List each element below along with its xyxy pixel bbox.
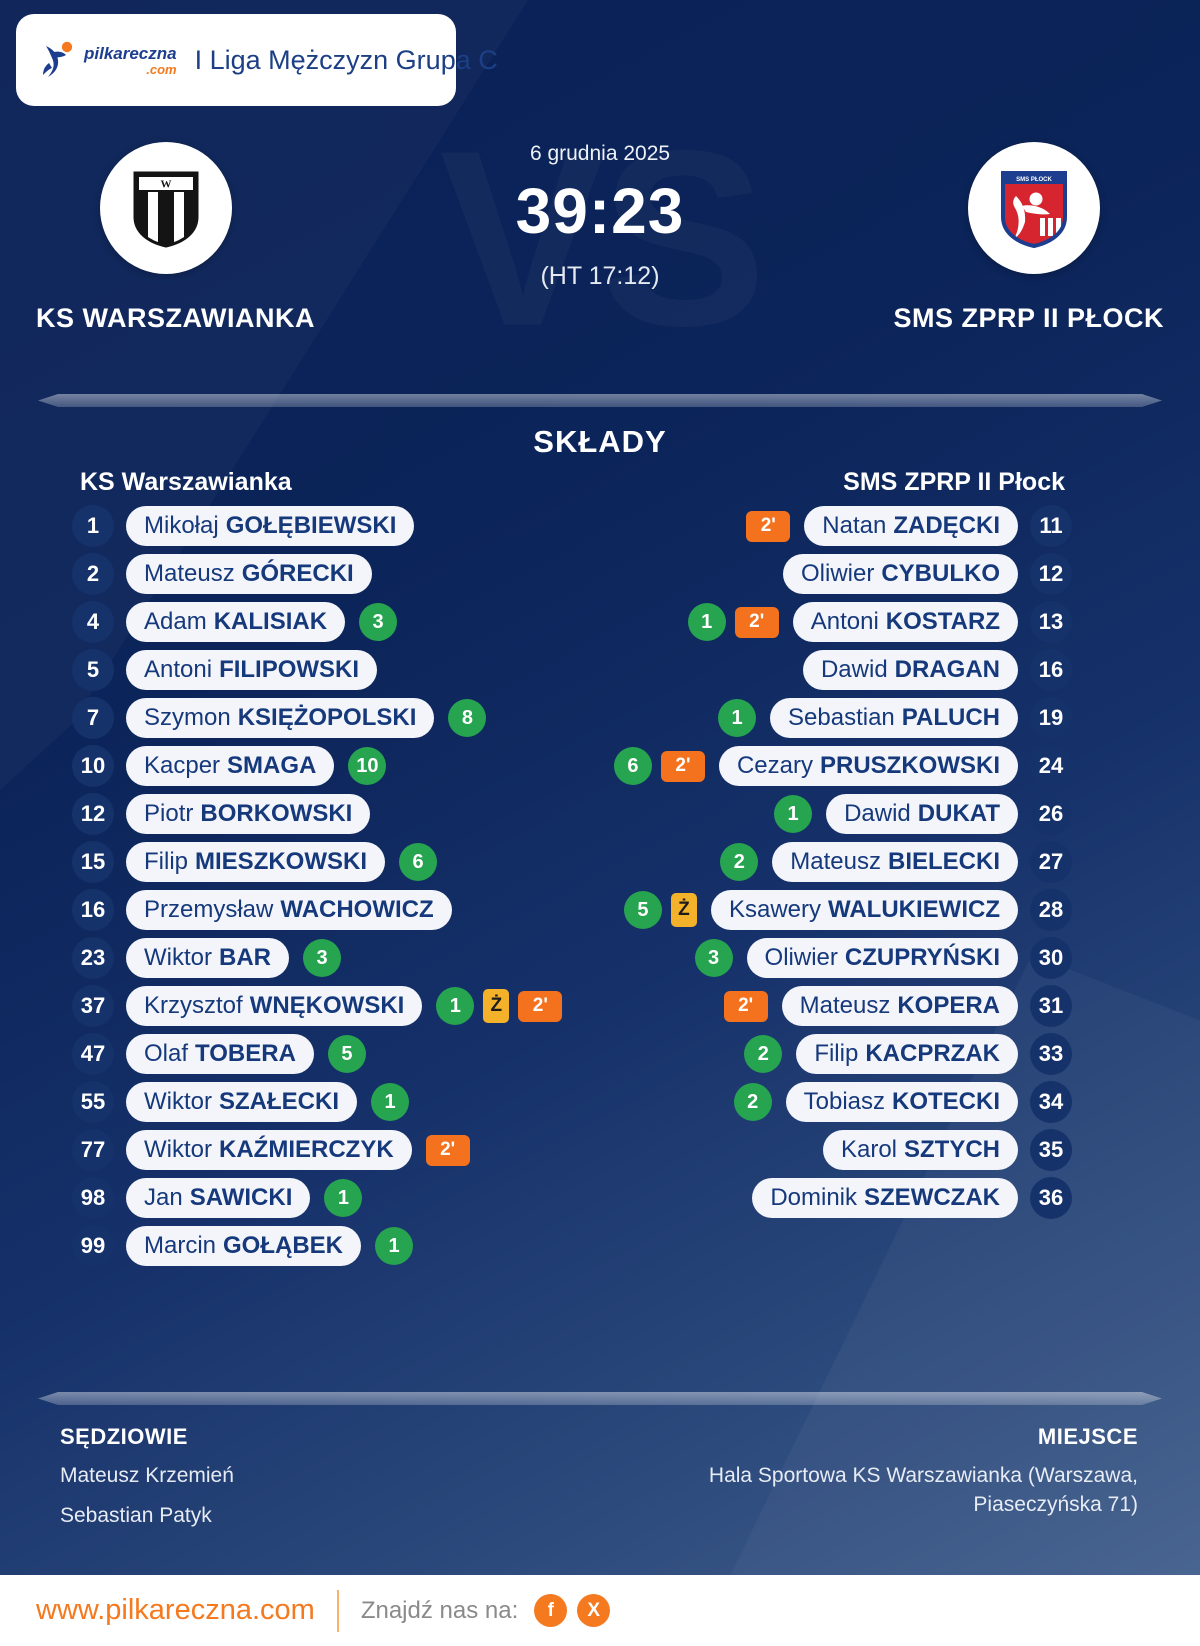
player-badges (371, 1083, 409, 1121)
handball-player-icon (36, 39, 78, 81)
player-first-name: Olaf (144, 1040, 189, 1067)
svg-text:SMS PŁOCK: SMS PŁOCK (1016, 177, 1052, 183)
player-first-name: Krzysztof (144, 992, 243, 1019)
facebook-icon[interactable]: f (534, 1594, 567, 1627)
player-name-pill (126, 1226, 361, 1266)
player-name-pill (126, 746, 334, 786)
player-number-chip: 4 (72, 601, 114, 643)
player-first-name: Jan (144, 1184, 183, 1211)
player-first-name: Marcin (144, 1232, 217, 1259)
player-last-name: FILIPOWSKI (219, 656, 360, 683)
player-number-chip: 15 (72, 841, 114, 883)
goals-badge: 2 (720, 843, 758, 881)
player-row (774, 793, 1072, 835)
player-name-pill (782, 986, 1018, 1026)
player-badges (348, 747, 386, 785)
svg-text:W: W (160, 178, 172, 191)
player-name-pill (804, 506, 1018, 546)
goals-badge: 6 (614, 747, 652, 785)
player-number-chip: 12 (1030, 553, 1072, 595)
goals-badge: 1 (718, 699, 756, 737)
goals-badge: 3 (695, 939, 733, 977)
player-last-name: KOPERA (897, 992, 1000, 1019)
away-team-name: SMS ZPRP II PŁOCK (893, 303, 1164, 333)
away-team-logo (968, 142, 1100, 274)
player-last-name: DUKAT (917, 800, 1000, 827)
player-first-name: Dawid (820, 656, 888, 683)
player-badges (746, 511, 790, 542)
player-first-name: Tobiasz (803, 1088, 885, 1115)
player-last-name: SMAGA (227, 752, 317, 779)
player-number-chip: 16 (1030, 649, 1072, 691)
player-number-chip: 35 (1030, 1129, 1072, 1171)
player-badges (734, 1083, 772, 1121)
player-row (769, 553, 1072, 595)
player-name-pill (126, 938, 289, 978)
player-name-pill (126, 1082, 357, 1122)
player-last-name: GOŁĄBEK (223, 1232, 344, 1259)
player-last-name: GÓRECKI (241, 560, 354, 587)
player-number-chip: 2 (72, 553, 114, 595)
player-name-pill (770, 698, 1018, 738)
player-name-pill (126, 794, 370, 834)
player-row (624, 889, 1072, 931)
player-last-name: BAR (219, 944, 271, 971)
lineups-heading: SKŁADY (533, 424, 667, 459)
goals-badge: 8 (448, 699, 486, 737)
player-row (746, 505, 1072, 547)
player-row (738, 1177, 1072, 1219)
player-first-name: Mateusz (144, 560, 235, 587)
goals-badge: 6 (399, 843, 437, 881)
player-badges (399, 843, 437, 881)
player-name-pill (126, 890, 452, 930)
sms-plock-crest-icon (998, 166, 1070, 250)
player-row (720, 841, 1072, 883)
away-lineup-list (487, 505, 1072, 1225)
player-name-pill (126, 1034, 314, 1074)
player-first-name: Natan (822, 512, 887, 539)
player-first-name: Kacper (144, 752, 221, 779)
score-block (300, 142, 900, 291)
home-team-logo (100, 142, 232, 274)
player-number-chip: 31 (1030, 985, 1072, 1027)
player-number-chip: 33 (1030, 1033, 1072, 1075)
footer-bar (0, 1575, 1200, 1646)
warszawianka-crest-icon (130, 166, 202, 250)
goals-badge: 1 (371, 1083, 409, 1121)
player-row (734, 1081, 1072, 1123)
player-badges (328, 1035, 366, 1073)
player-name-pill (793, 602, 1018, 642)
player-number-chip: 10 (72, 745, 114, 787)
goals-badge: 2 (734, 1083, 772, 1121)
player-last-name: SZEWCZAK (864, 1184, 1000, 1211)
player-number-chip: 11 (1030, 505, 1072, 547)
player-number-chip: 37 (72, 985, 114, 1027)
referee-name: Sebastian Patyk (60, 1504, 212, 1527)
website-link[interactable]: www.pilkareczna.com (36, 1594, 315, 1626)
player-last-name: CYBULKO (881, 560, 1000, 587)
goals-badge: 1 (774, 795, 812, 833)
home-lineup-header: KS Warszawianka (80, 468, 292, 496)
player-first-name: Wiktor (144, 1136, 212, 1163)
player-first-name: Mateusz (790, 848, 881, 875)
player-number-chip: 99 (72, 1225, 114, 1267)
player-badges (718, 699, 756, 737)
player-badges (303, 939, 341, 977)
player-name-pill (126, 986, 422, 1026)
player-number-chip: 5 (72, 649, 114, 691)
player-number-chip: 36 (1030, 1177, 1072, 1219)
player-last-name: BIELECKI (887, 848, 1000, 875)
player-name-pill (711, 890, 1018, 930)
player-last-name: KAŹMIERCZYK (219, 1136, 394, 1163)
player-first-name: Mikołaj (144, 512, 219, 539)
player-row (744, 1033, 1072, 1075)
goals-badge: 1 (688, 603, 726, 641)
player-badges (375, 1227, 413, 1265)
player-first-name: Przemysław (144, 896, 274, 923)
player-last-name: ZADĘCKI (893, 512, 1000, 539)
goals-badge: 1 (324, 1179, 362, 1217)
player-name-pill (126, 506, 414, 546)
player-badges (624, 891, 697, 929)
player-number-chip: 16 (72, 889, 114, 931)
player-last-name: KOSTARZ (885, 608, 1000, 635)
logo-name: pilkareczna (84, 43, 177, 63)
goals-badge: 2 (744, 1035, 782, 1073)
player-number-chip: 98 (72, 1177, 114, 1219)
player-number-chip: 24 (1030, 745, 1072, 787)
player-number-chip: 77 (72, 1129, 114, 1171)
referees-block (60, 1424, 234, 1530)
player-badges (448, 699, 486, 737)
player-first-name: Oliwier (764, 944, 838, 971)
player-number-chip: 55 (72, 1081, 114, 1123)
player-last-name: MIESZKOWSKI (195, 848, 368, 875)
home-team-name: KS WARSZAWIANKA (36, 303, 315, 333)
player-row (614, 745, 1072, 787)
player-last-name: KALISIAK (213, 608, 328, 635)
player-row (688, 601, 1072, 643)
player-last-name: SZAŁECKI (219, 1088, 339, 1115)
two-minute-badge: 2' (735, 607, 779, 638)
logo-tld: .com (146, 61, 177, 77)
player-name-pill (786, 1082, 1018, 1122)
player-last-name: WALUKIEWICZ (828, 896, 1000, 923)
player-first-name: Filip (144, 848, 189, 875)
player-badges (695, 939, 733, 977)
player-badges (774, 795, 812, 833)
player-number-chip: 19 (1030, 697, 1072, 739)
player-name-pill (747, 938, 1018, 978)
player-badges (359, 603, 397, 641)
player-row (809, 1129, 1072, 1171)
league-header-card (16, 14, 498, 106)
player-row (718, 697, 1072, 739)
player-badges (688, 603, 779, 641)
player-number-chip: 13 (1030, 601, 1072, 643)
goals-badge: 5 (328, 1035, 366, 1073)
venue-block (578, 1424, 1138, 1519)
player-last-name: TOBERA (195, 1040, 296, 1067)
player-first-name: Karol (840, 1136, 897, 1163)
player-number-chip: 34 (1030, 1081, 1072, 1123)
two-minute-badge: 2' (426, 1135, 470, 1166)
player-name-pill (719, 746, 1018, 786)
player-last-name: PALUCH (901, 704, 1000, 731)
player-number-chip: 47 (72, 1033, 114, 1075)
player-last-name: WNĘKOWSKI (249, 992, 405, 1019)
player-name-pill (772, 842, 1018, 882)
goals-badge: 3 (303, 939, 341, 977)
player-number-chip: 27 (1030, 841, 1072, 883)
away-lineup-header: SMS ZPRP II Płock (843, 468, 1065, 496)
social-icons (534, 1594, 610, 1627)
player-badges (720, 843, 758, 881)
player-first-name: Oliwier (800, 560, 875, 587)
player-first-name: Dominik (770, 1184, 858, 1211)
goals-badge: 5 (624, 891, 662, 929)
player-first-name: Wiktor (144, 944, 212, 971)
section-divider (38, 394, 1162, 407)
pilkareczna-logo-text (84, 45, 177, 76)
player-number-chip: 23 (72, 937, 114, 979)
venue-name: Hala Sportowa KS Warszawianka (Warszawa, Piaseczyńska 71) (708, 1464, 1138, 1516)
halftime-score: (HT 17:12) (540, 262, 660, 290)
yellow-card-badge: Ż (483, 989, 509, 1023)
yellow-card-badge: Ż (671, 893, 697, 927)
goals-badge: 3 (359, 603, 397, 641)
referee-name: Mateusz Krzemień (60, 1464, 234, 1487)
goals-badge: 10 (348, 747, 386, 785)
player-name-pill (796, 1034, 1018, 1074)
player-name-pill (126, 1178, 310, 1218)
player-row (695, 937, 1072, 979)
player-first-name: Sebastian (788, 704, 895, 731)
player-name-pill (126, 698, 434, 738)
goals-badge: 1 (436, 987, 474, 1025)
player-first-name: Dawid (844, 800, 911, 827)
player-name-pill (126, 1130, 412, 1170)
player-last-name: KSIĘŻOPOLSKI (237, 704, 417, 731)
player-first-name: Wiktor (144, 1088, 212, 1115)
player-first-name: Ksawery (728, 896, 822, 923)
player-badges (324, 1179, 362, 1217)
match-score: 39:23 (515, 175, 685, 247)
player-first-name: Piotr (144, 800, 194, 827)
player-first-name: Antoni (810, 608, 879, 635)
player-last-name: KOTECKI (892, 1088, 1000, 1115)
player-last-name: WACHOWICZ (280, 896, 434, 923)
player-last-name: CZUPRYŃSKI (844, 944, 1000, 971)
goals-badge: 1 (375, 1227, 413, 1265)
two-minute-badge: 2' (724, 991, 768, 1022)
player-number-chip: 28 (1030, 889, 1072, 931)
player-name-pill (126, 650, 377, 690)
player-number-chip: 7 (72, 697, 114, 739)
player-first-name: Antoni (144, 656, 213, 683)
player-row (789, 649, 1072, 691)
player-name-pill (752, 1178, 1018, 1218)
section-divider (38, 1392, 1162, 1405)
match-date: 6 grudnia 2025 (529, 142, 671, 165)
player-first-name: Adam (144, 608, 207, 635)
player-number-chip: 26 (1030, 793, 1072, 835)
league-title: I Liga Mężczyzn Grupa C (194, 44, 498, 75)
player-number-chip: 1 (72, 505, 114, 547)
player-last-name: DRAGAN (894, 656, 1000, 683)
player-name-pill (783, 554, 1018, 594)
player-badges (426, 1135, 470, 1166)
player-number-chip: 12 (72, 793, 114, 835)
player-first-name: Szymon (144, 704, 231, 731)
player-last-name: PRUSZKOWSKI (820, 752, 1000, 779)
player-last-name: BORKOWSKI (200, 800, 353, 827)
player-last-name: KACPRZAK (865, 1040, 1000, 1067)
two-minute-badge: 2' (661, 751, 705, 782)
player-first-name: Mateusz (799, 992, 891, 1019)
player-name-pill (126, 842, 385, 882)
two-minute-badge: 2' (746, 511, 790, 542)
player-number-chip: 30 (1030, 937, 1072, 979)
x-icon[interactable]: X (577, 1594, 610, 1627)
referees-label: SĘDZIOWIE (60, 1424, 188, 1449)
footer-divider (337, 1590, 339, 1632)
two-minute-badge: 2' (518, 991, 562, 1022)
pilkareczna-logo (36, 39, 177, 81)
player-badges (744, 1035, 782, 1073)
player-last-name: SZTYCH (904, 1136, 1000, 1163)
player-row (724, 985, 1072, 1027)
player-last-name: GOŁĘBIEWSKI (225, 512, 397, 539)
player-badges (724, 991, 768, 1022)
player-first-name: Cezary (736, 752, 813, 779)
find-us-label: Znajdź nas na: (360, 1596, 519, 1624)
player-first-name: Filip (814, 1040, 859, 1067)
player-name-pill (126, 602, 345, 642)
player-name-pill (823, 1130, 1018, 1170)
player-name-pill (126, 554, 372, 594)
player-name-pill (803, 650, 1018, 690)
venue-label: MIEJSCE (1037, 1424, 1138, 1449)
player-row (72, 1225, 617, 1267)
player-last-name: SAWICKI (189, 1184, 293, 1211)
player-name-pill (826, 794, 1018, 834)
player-badges (614, 747, 705, 785)
